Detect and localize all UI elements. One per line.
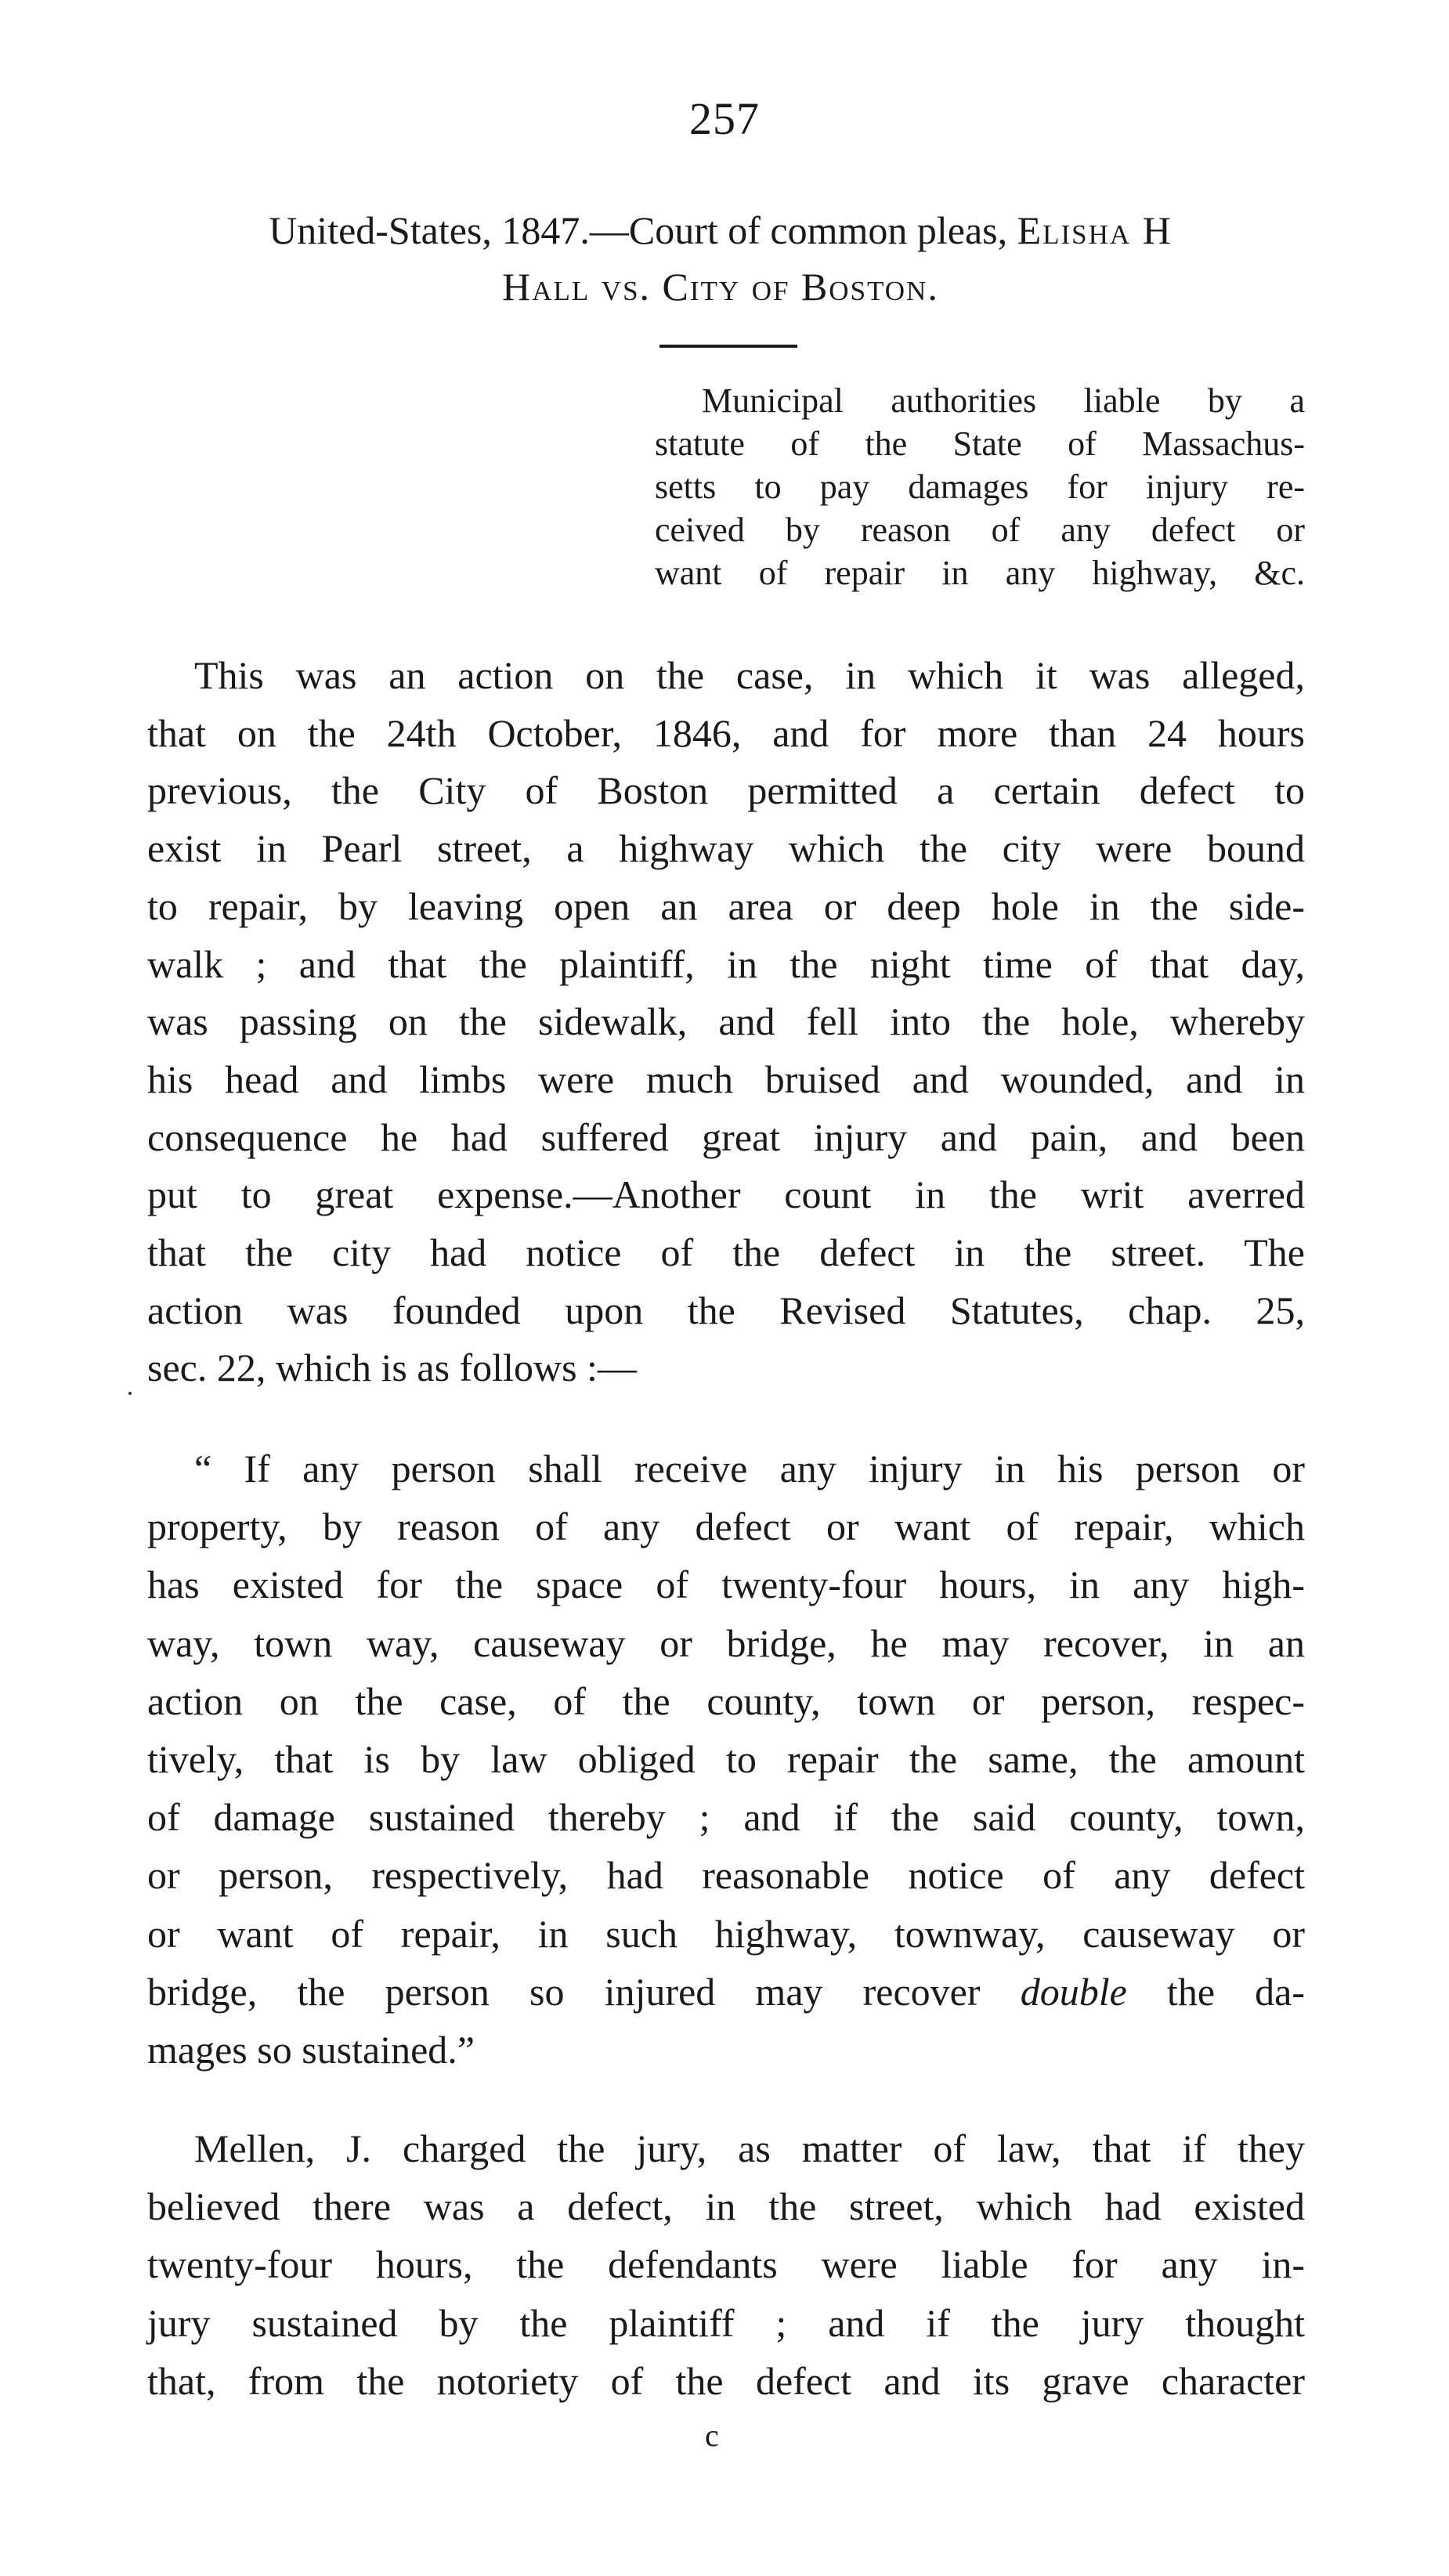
text-line: “ If any person shall receive any injury in his person or [194, 1447, 1305, 1490]
text-line-with-emphasis [147, 1963, 1305, 2021]
text-line: walk ; and that the plaintiff, in the night time of that day, [147, 941, 1305, 986]
case-title-court: United-States, 1847.—Court of common pleas, [269, 208, 1017, 252]
text-line: way, town way, causeway or bridge, he may recover, in an [147, 1620, 1305, 1665]
emphasis-double: double [1020, 1969, 1127, 2014]
text-line: was passing on the sidewalk, and fell into the hole, whereby [147, 999, 1305, 1044]
text-line: or want of repair, in such highway, townway, causeway or [147, 1911, 1305, 1956]
text-line: has existed for the space of twenty-four hours, in any high- [147, 1563, 1305, 1607]
text-line: jury sustained by the plaintiff ; and if the jury thought [147, 2300, 1305, 2345]
text-line: mages so sustained.” [147, 2028, 475, 2072]
headnote-line: ceived by reason of any defect or [655, 511, 1305, 549]
headnote-line: want of repair in any highway, &c. [655, 554, 1305, 592]
text-line: previous, the City of Boston permitted a certain defect to [147, 768, 1305, 813]
case-title-line-2: Hall vs. City of Boston. [502, 265, 939, 309]
text-fragment: bridge, the person so injured may recover [147, 1969, 1021, 2014]
text-line: put to great expense.—Another count in the writ averred [147, 1172, 1305, 1217]
paragraph-jury-charge [147, 2119, 1305, 2410]
text-line: that the city had notice of the defect in the street. The [147, 1230, 1305, 1275]
text-line: sec. 22, which is as follows :— [147, 1346, 637, 1390]
signature-mark: c [705, 2418, 719, 2453]
text-line: that, from the notoriety of the defect and its grave character [147, 2358, 1305, 2403]
text-line: action was founded upon the Revised Statutes, chap. 25, [147, 1288, 1305, 1332]
text-line: or person, respectively, had reasonable notice of any defect [147, 1853, 1305, 1898]
text-line: twenty-four hours, the defendants were liable for any in- [147, 2242, 1305, 2287]
text-line: property, by reason of any defect or want of repair, which [147, 1505, 1305, 1549]
text-line: consequence he had suffered great injury and pain, and been [147, 1115, 1305, 1159]
text-line: believed there was a defect, in the street, which had existed [147, 2184, 1305, 2229]
text-line: to repair, by leaving open an area or deep hole in the side- [147, 883, 1305, 928]
headnote-line: setts to pay damages for injury re- [655, 468, 1305, 506]
text-line: This was an action on the case, in which it was alleged, [194, 653, 1305, 697]
paragraph-case-facts [147, 647, 1305, 1397]
print-speck [128, 1392, 132, 1395]
paragraph-statute-quote [147, 1440, 1305, 2079]
text-line: his head and limbs were much bruised and wounded, and in [147, 1057, 1305, 1101]
page-number: 257 [689, 93, 760, 144]
text-line: tively, that is by law obliged to repair the same, the amount [147, 1737, 1305, 1782]
text-fragment: the da- [1126, 1969, 1305, 2014]
text-line: that on the 24th October, 1846, and for more than 24 hours [147, 710, 1305, 755]
case-title [149, 202, 1292, 315]
case-title-plaintiff: Elisha H [1017, 208, 1173, 252]
text-line: exist in Pearl street, a highway which the city were bound [147, 826, 1305, 871]
headnote-line: statute of the State of Massachus- [655, 425, 1305, 463]
section-divider [659, 345, 797, 348]
text-line: action on the case, of the county, town or person, respec- [147, 1678, 1305, 1723]
text-line: Mellen, J. charged the jury, as matter of law, that if they [194, 2126, 1305, 2170]
headnote-line: Municipal authorities liable by a [702, 381, 1305, 420]
headnote [655, 379, 1305, 594]
text-line: of damage sustained thereby ; and if the said county, town, [147, 1795, 1305, 1840]
case-title-line-1 [149, 202, 1292, 258]
